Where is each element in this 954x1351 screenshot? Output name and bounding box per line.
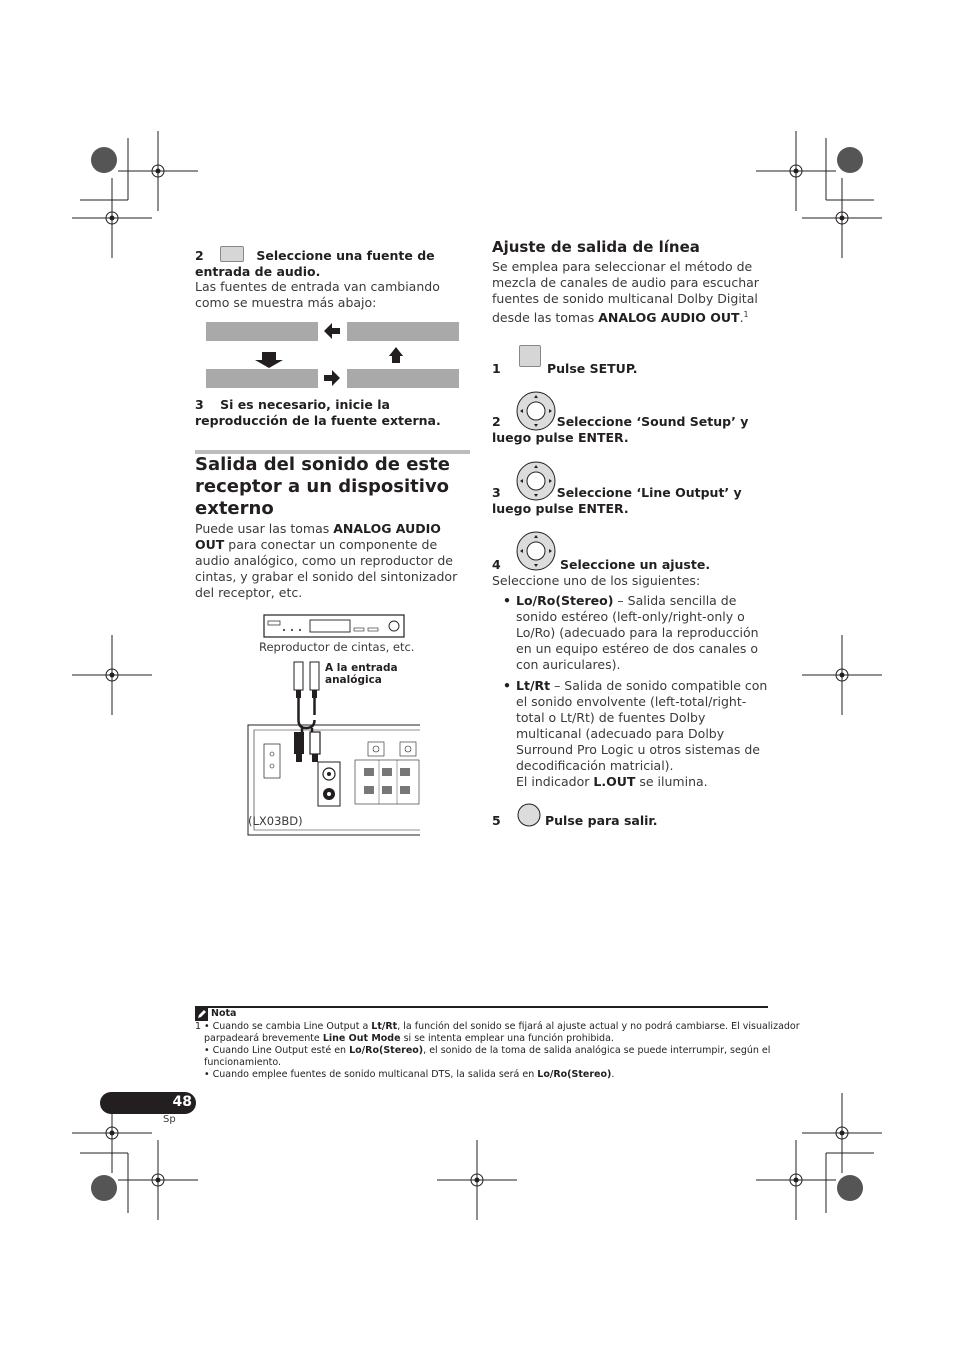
note-line: funcionamiento. <box>204 1057 282 1068</box>
input-cycle-arrows <box>206 320 460 390</box>
option-lt-rt <box>516 678 768 774</box>
intro-text: Se emplea para seleccionar el método de mezcla de canales de audio para escuchar fuentes de sonido multicanal Dolby Digital desde las tomas <box>492 259 759 326</box>
right-step-2 <box>492 414 768 446</box>
step-number: 1 <box>492 361 501 376</box>
jack-name: ANALOG AUDIO OUT <box>195 521 441 552</box>
right-intro <box>492 259 768 326</box>
bullet-dot: • <box>503 678 511 693</box>
note-text: parpadeará brevemente <box>204 1033 323 1044</box>
input-button-icon <box>220 246 244 262</box>
note-rule <box>195 1006 768 1008</box>
right-step-4 <box>492 557 711 573</box>
page-language: Sp <box>163 1114 176 1125</box>
indicator-text: El indicador <box>516 774 594 789</box>
note-bold: Lo/Ro(Stereo) <box>349 1045 424 1056</box>
note-text: . <box>611 1069 615 1080</box>
page-number: 48 <box>172 1094 192 1110</box>
right-step-4-description: Seleccione uno de los siguientes: <box>492 573 701 588</box>
arrow-left-icon <box>324 323 340 339</box>
intro-text: para conectar un componente de audio analógico, como un reproductor de cintas, y grabar el sonido del sintonizador del receptor, etc. <box>195 537 458 600</box>
note-bold: Lt/Rt <box>371 1021 398 1032</box>
step-number: 2 <box>195 248 204 263</box>
note-text: • Cuando emplee fuentes de sonido multicanal DTS, la salida será en <box>204 1069 538 1080</box>
note-line <box>204 1045 770 1057</box>
option-lo-ro-stereo <box>516 593 768 673</box>
intro-text: Puede usar las tomas <box>195 521 334 536</box>
note-text: , el sonido de la toma de salida analógica se puede interrumpir, según el <box>423 1045 771 1056</box>
left-intro <box>195 521 470 601</box>
option-description: – Salida sencilla de sonido estéreo (left-only/right-only o Lo/Ro) (adecuado para la reproducción en un equipo estéreo de dos canales o con auriculares). <box>516 593 759 672</box>
analog-input-label: A la entrada analógica <box>325 662 398 686</box>
note-text: , la función del sonido se fijará al ajuste actual y no podrá cambiarse. El visualizador <box>397 1021 800 1032</box>
note-bold: Line Out Mode <box>322 1033 401 1044</box>
step-number: 5 <box>492 813 501 828</box>
step-text: Seleccione ‘Sound Setup’ y luego pulse ENTER. <box>492 414 749 445</box>
return-button-icon <box>517 803 541 827</box>
right-step-3 <box>492 485 768 517</box>
option-name: Lo/Ro(Stereo) <box>516 593 614 608</box>
option-name: Lt/Rt <box>516 678 551 693</box>
tape-deck <box>264 615 404 637</box>
step-text: Seleccione una fuente de entrada de audio. <box>195 248 435 279</box>
note-text: si se intenta emplear una función prohibida. <box>400 1033 614 1044</box>
rca-plug <box>310 662 319 690</box>
footnote-ref: 1 <box>743 310 749 319</box>
step-text: Seleccione un ajuste. <box>560 557 711 572</box>
step-text: Pulse para salir. <box>545 813 658 828</box>
setup-button-icon <box>519 345 541 367</box>
note-text: • Cuando Line Output esté en <box>204 1045 350 1056</box>
step-number: 3 <box>195 397 204 412</box>
indicator-text: se ilumina. <box>635 774 708 789</box>
step-text: Seleccione ‘Line Output’ y luego pulse ENTER. <box>492 485 742 516</box>
arrow-down-icon <box>255 352 283 368</box>
step-text: Si es necesario, inicie la reproducción de la fuente externa. <box>195 397 441 428</box>
left-step-2-description: Las fuentes de entrada van cambiando como se muestra más abajo: <box>195 279 440 310</box>
rca-plug <box>310 732 320 754</box>
note-line <box>204 1033 614 1045</box>
intro-text: . <box>739 310 744 326</box>
arrow-up-icon-body <box>389 347 403 356</box>
note-pencil-icon <box>195 1008 208 1021</box>
model-caption: (LX03BD) <box>248 814 303 828</box>
step-text: Pulse SETUP. <box>547 361 638 376</box>
note-title: Nota <box>211 1008 237 1019</box>
note-number: 1 <box>195 1021 202 1032</box>
note-text: • Cuando se cambia Line Output a <box>204 1021 372 1032</box>
right-step-5 <box>492 813 658 829</box>
step-number: 2 <box>492 414 501 429</box>
arrow-right-icon <box>324 370 340 386</box>
note-line <box>204 1021 800 1033</box>
jack-name: ANALOG AUDIO OUT <box>598 310 740 326</box>
section-title: Salida del sonido de este receptor a un dispositivo externo <box>195 454 450 519</box>
note-line <box>204 1069 614 1081</box>
tape-deck-caption: Reproductor de cintas, etc. <box>259 640 415 654</box>
dpad-icon <box>515 530 557 572</box>
subsection-title: Ajuste de salida de línea <box>492 238 700 256</box>
lout-indicator-note <box>516 774 768 790</box>
rca-plug <box>294 662 303 690</box>
indicator-name: L.OUT <box>593 774 636 789</box>
option-description: – Salida de sonido compatible con el sonido envolvente (left-total/right-total o Lt/Rt) de fuentes Dolby multicanal (adecuado para Dolby Surround Pro Logic u otros sistemas de decodificación matricial). <box>516 678 768 773</box>
step-number: 4 <box>492 557 501 572</box>
right-step-1 <box>492 361 638 377</box>
step-number: 3 <box>492 485 501 500</box>
left-step-2 <box>195 246 470 280</box>
note-bold: Lo/Ro(Stereo) <box>537 1069 612 1080</box>
rca-plug <box>294 732 304 754</box>
left-step-3 <box>195 397 470 429</box>
bullet-dot: • <box>503 593 511 608</box>
